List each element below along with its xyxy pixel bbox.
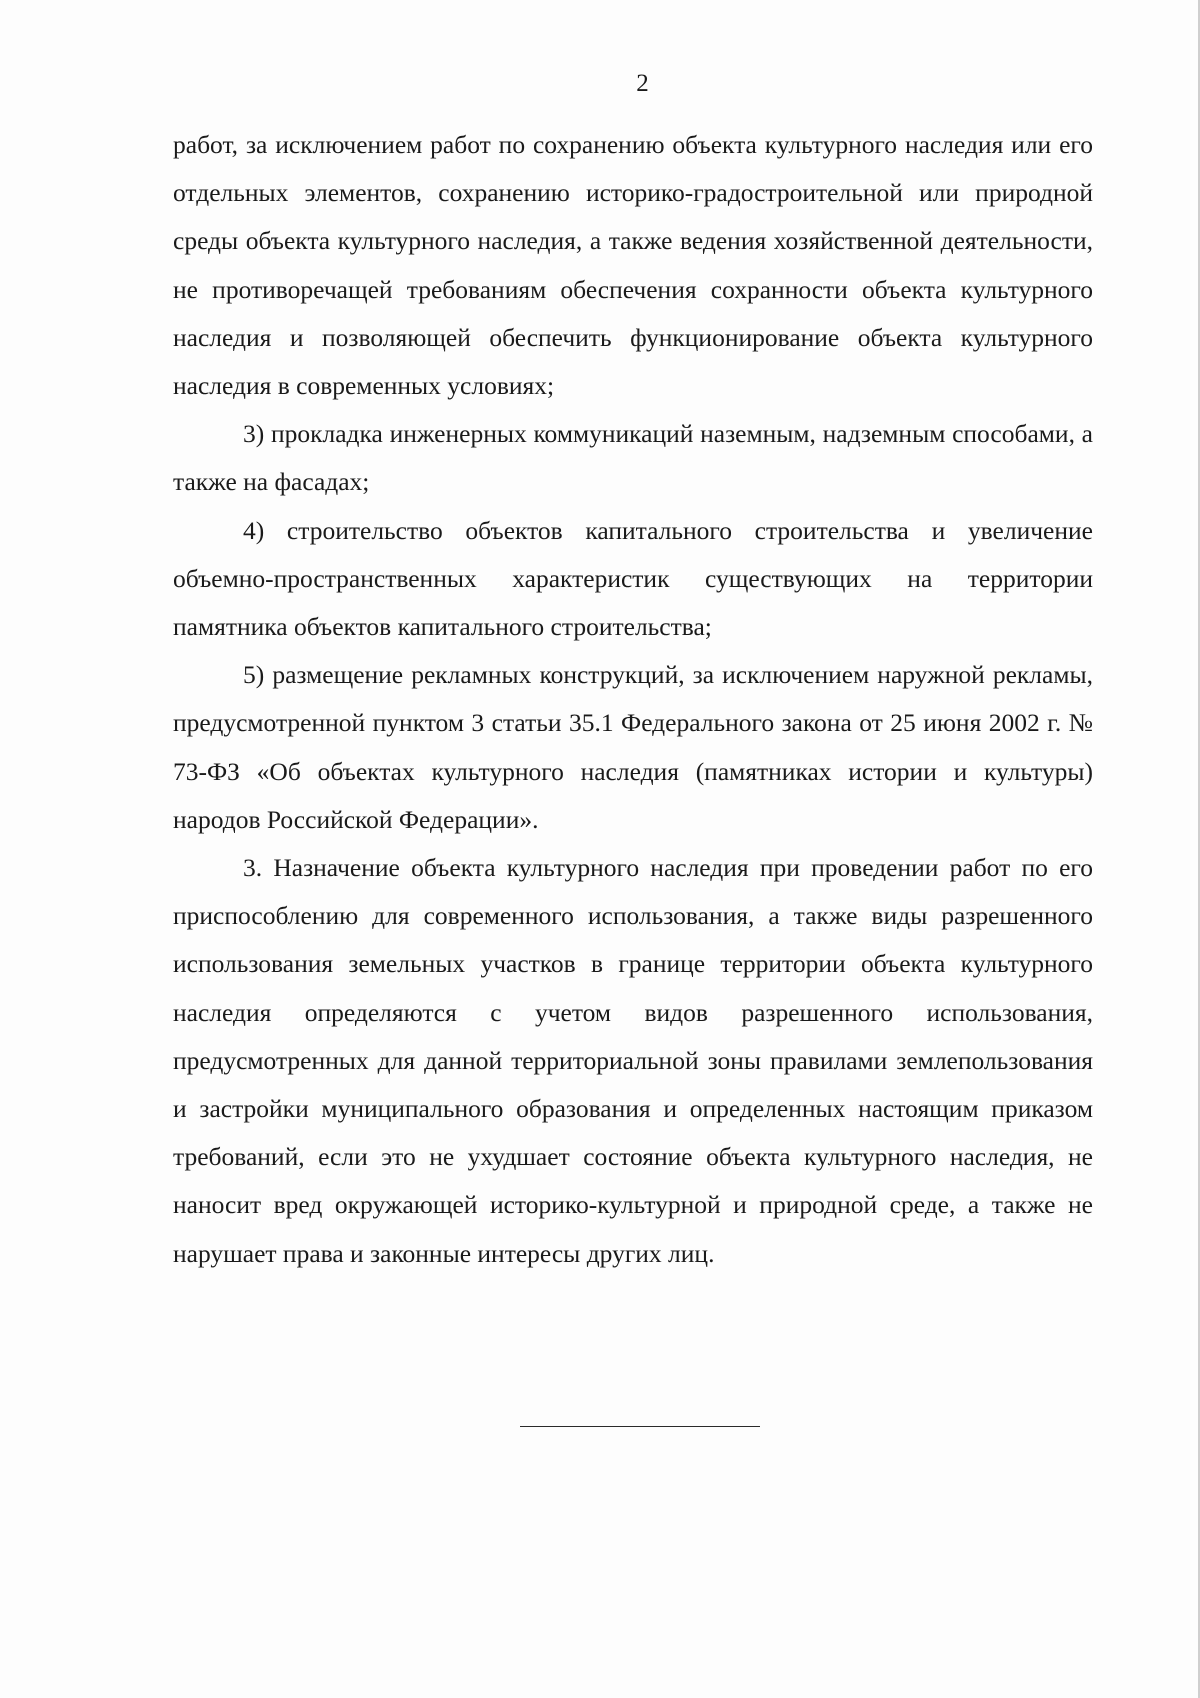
page-number: 2 (636, 70, 649, 97)
list-item-3: 3) прокладка инженерных коммуникаций наземным, надземным способами, а также на фасадах; (173, 419, 1093, 497)
list-item-5: 5) размещение рекламных конструкций, за исключением наружной рекламы, предусмотренной пунктом 3 статьи 35.1 Федерального закона от 25 июня 2002 г. № 73-ФЗ «Об объектах культурного наследия (памятниках истории и культуры) народов Российской Федерации». (173, 660, 1093, 834)
section-3-paragraph: 3. Назначение объекта культурного наследия при проведении работ по его приспособлению для современного использования, а также виды разрешенного использования земельных участков в границе территории объекта культурного наследия определяются с учетом видов разрешенного использования, предусмотренных для данной территориальной зоны правилами землепользования и застройки муниципального образования и определенных настоящим приказом требований, если это не ухудшает состояние объекта культурного наследия, не наносит вред окружающей историко-культурной и природной среде, а также не нарушает права и законные интересы других лиц. (173, 853, 1093, 1268)
list-item-4: 4) строительство объектов капитального строительства и увеличение объемно-пространственных характеристик существующих на территории памятника объектов капитального строительства; (173, 515, 1093, 642)
document-body (173, 121, 1093, 1278)
end-of-document-divider (520, 1426, 760, 1427)
paragraph-continuation: работ, за исключением работ по сохранению объекта культурного наследия или его отдельных элементов, сохранению историко-градостроительной или природной среды объекта культурного наследия, а также ведения хозяйственной деятельности, не противоречащей требованиям обеспечения сохранности объекта культурного наследия и позволяющей обеспечить функционирование объекта культурного наследия в современных условиях; (173, 130, 1093, 401)
